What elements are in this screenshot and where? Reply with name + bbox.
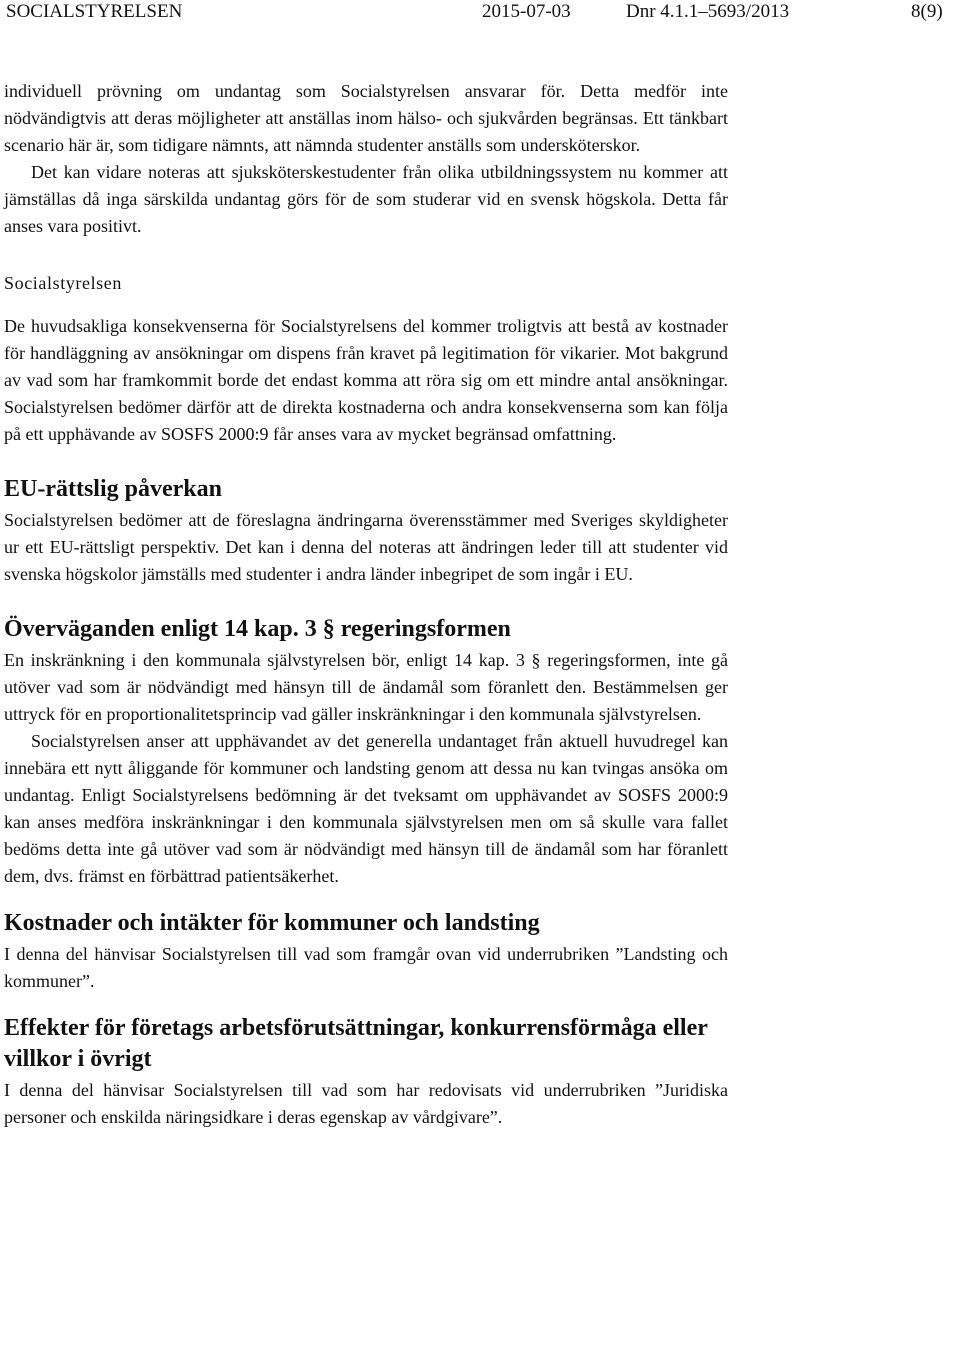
- paragraph-new-obligation: Socialstyrelsen anser att upphävandet av det generella undantaget från aktuell huvudregel kan innebära ett nytt åliggande för kommuner och landsting genom att dessa nu kan tvingas ansöka om undantag. Enligt Socialstyrelsens bedömning är det tveksamt om upphävandet av SOSFS 2000:9 kan anses medföra inskränkningar i den kommunala självstyrelsen men om så skulle vara fallet bedöms detta inte gå utöver vad som är nödvändigt med hänsyn till de ändamål som har föranlett dem, dvs. främst en förbättrad patientsäkerhet.: [4, 731, 728, 886]
- paragraph-individual-review: individuell prövning om undantag som Socialstyrelsen ansvarar för. Detta medför inte nödvändigtvis att deras möjligheter att anställas inom hälso- och sjukvården begränsas. Ett tänkbart scenario här är, som tidigare nämnts, att nämnda studenter anställs som undersköterskor.: [4, 81, 728, 155]
- document-body: [0, 78, 960, 1131]
- header-agency: SOCIALSTYRELSEN: [6, 1, 183, 22]
- paragraph-eu-impact: Socialstyrelsen bedömer att de föreslagna ändringarna överensstämmer med Sveriges skyldigheter ur ett EU-rättsligt perspektiv. Det kan i denna del noteras att ändringen leder till att studenter vid svenska högskolor jämställs med studenter i andra länder inbegripet de som ingår i EU.: [4, 510, 728, 584]
- heading-costs-revenues: Kostnader och intäkter för kommuner och landsting: [4, 910, 540, 936]
- header-page-number: 8(9): [911, 1, 943, 22]
- heading-considerations: Överväganden enligt 14 kap. 3 § regeringsformen: [4, 616, 511, 642]
- paragraph-nursing-students: Det kan vidare noteras att sjuksköterskestudenter från olika utbildningssystem nu kommer att jämställas då inga särskilda undantag görs för de som studerar vid en svensk högskola. Detta får anses vara positivt.: [4, 162, 728, 236]
- paragraph-business-reference: I denna del hänvisar Socialstyrelsen till vad som har redovisats vid underrubriken ”Juridiska personer och enskilda näringsidkare i deras egenskap av vårdgivare”.: [4, 1080, 728, 1127]
- header-date: 2015-07-03: [482, 1, 571, 22]
- header-dnr: Dnr 4.1.1–5693/2013: [626, 1, 790, 22]
- paragraph-main-consequences: De huvudsakliga konsekvenserna för Socialstyrelsens del kommer troligtvis att bestå av kostnader för handläggning av ansökningar om dispens från kravet på legitimation för vikarier. Mot bakgrund av vad som har framkommit borde det endast komma att röra sig om ett mindre antal ansökningar. Socialstyrelsen bedömer därför att de direkta kostnaderna och andra konsekvenserna som kan följa på ett upphävande av SOSFS 2000:9 får anses vara av mycket begränsad omfattning.: [4, 316, 728, 444]
- paragraph-costs-reference: I denna del hänvisar Socialstyrelsen till vad som framgår ovan vid underrubriken ”Landsting och kommuner”.: [4, 944, 728, 991]
- heading-business-effects: Effekter för företags arbetsförutsättningar, konkurrensförmåga eller villkor i övrigt: [4, 1015, 708, 1072]
- heading-eu-impact: EU-rättslig påverkan: [4, 476, 222, 502]
- subheading-socialstyrelsen: Socialstyrelsen: [4, 273, 122, 293]
- page-header: [0, 0, 960, 26]
- paragraph-local-self-government: En inskränkning i den kommunala självstyrelsen bör, enligt 14 kap. 3 § regeringsformen, inte gå utöver vad som är nödvändigt med hänsyn till de ändamål som föranlett den. Bestämmelsen ger uttryck för en proportionalitetsprincip vad gäller inskränkningar i den kommunala självstyrelsen.: [4, 650, 728, 724]
